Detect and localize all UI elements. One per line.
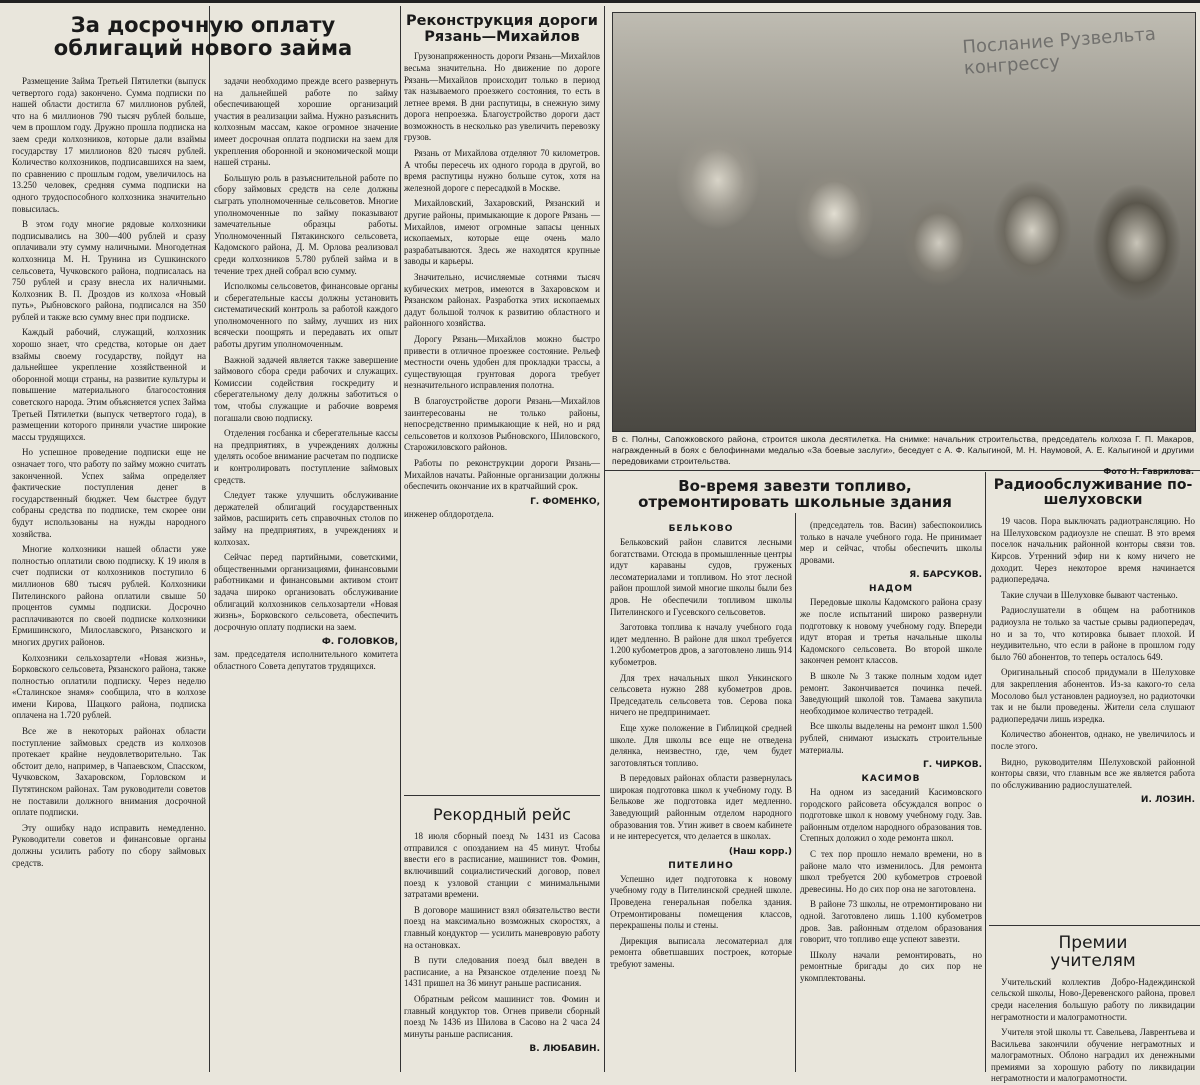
article2-column bbox=[404, 14, 600, 792]
paragraph: В районе 73 школы, не отремонтировано ни одной. Заготовлено лишь 1.100 кубометров дров. Зав. районным отделом образования говорит, что топливо еще успеют завезти. bbox=[800, 899, 982, 945]
paragraph: Еще хуже положение в Гиблицкой средней школе. Для школы все еще не отведена делянка, неизвестно, где, чем будет заготовляться топливо. bbox=[610, 722, 792, 768]
article1-column-b bbox=[214, 76, 398, 1072]
top-rule bbox=[0, 0, 1200, 3]
paragraph: (председатель тов. Васин) забеспокоились только в начале учебного года. Не принимает мер и сейчас, чтобы обеспечить школы дровами. bbox=[800, 520, 982, 565]
paragraph: Учительский коллектив Добро-Надеждинской сельской школы, Ново-Деревенского района, провел среди населения большую работу по ликвидации неграмотности и малограмотности. bbox=[991, 976, 1195, 1022]
paragraph: Для трех начальных школ Ункинского сельсовета нужно 288 кубометров дров. Председатель сельсовета тов. Серова пока ничего не предпринимает. bbox=[610, 672, 792, 718]
section-signature: Г. ЧИРКОВ. bbox=[923, 760, 982, 771]
section-rule bbox=[404, 795, 600, 796]
section-rule bbox=[989, 925, 1200, 926]
article5-signature: И. ЛОЗИН. bbox=[1140, 795, 1195, 806]
paragraph: Такие случаи в Шелуховке бывают частенько. bbox=[1001, 589, 1178, 600]
paragraph: Эту ошибку надо исправить немедленно. Руководители советов и финансовые органы должны усилить работу по сбору займовых средств. bbox=[12, 822, 206, 868]
article4-headline-box bbox=[608, 478, 982, 516]
paragraph: Заготовка топлива к началу учебного года идет медленно. В районе для школ требуется 1.200 кубометров дров, а заготовлено лишь 914 кубометров. bbox=[610, 622, 792, 667]
article1-signature: Ф. ГОЛОВКОВ, bbox=[321, 637, 398, 648]
article1-headline-box bbox=[8, 14, 398, 72]
article3-column bbox=[404, 800, 600, 1072]
paragraph: Учителя этой школы тт. Савельева, Лаврентьева и Васильева закончили обучение неграмотных и малограмотных. Облоно наградил их денежными премиями за хорошую работу по ликвидации неграмотности и малограмотности. bbox=[991, 1027, 1195, 1084]
paragraph: Передовые школы Кадомского района сразу же после испытаний широко развернули подготовку к новому учебному году. Впереди идут вторая и третья начальные школы Кадомского сельсовета. Во второй школе закончен ремонт классов. bbox=[800, 597, 982, 666]
article5-title: Радиообслуживание по-шелуховски bbox=[993, 477, 1193, 509]
section-heading-belkovo: БЕЛЬКОВО bbox=[668, 524, 734, 534]
paragraph: Все школы выделены на ремонт школ 1.500 рублей, снимают изыскать строительные материалы. bbox=[800, 721, 982, 755]
paragraph: В школе № 3 также полным ходом идет ремонт. Закончивается починка печей. Заведующий школой тов. Тамаева закупила необходимое количество тетрадей. bbox=[800, 670, 982, 716]
paragraph: Школу начали ремонтировать, но ремонтные бригады до сих пор не укомплектованы. bbox=[800, 949, 982, 983]
article1-title: За досрочную оплату облигаций нового займа bbox=[53, 13, 353, 60]
paragraph: В пути следования поезд был введен в расписание, а на Рязанское отделение поезд № 1431 пришел на 36 минут раньше расписания. bbox=[404, 955, 600, 989]
article1-column-a bbox=[12, 76, 206, 1072]
paragraph: Количество абонентов, однако, не увеличилось и после этого. bbox=[991, 729, 1195, 751]
paragraph: Колхозники сельхозартели «Новая жизнь», Борковского сельсовета, Рязанского района, также полностью оплатили подписку. Через неделю «Сталинское знамя» сообщила, что в колхозе имени Кирова, Шацкого района, подписка оплачена на 1.720 рублей. bbox=[12, 652, 206, 721]
article4-column-a bbox=[610, 520, 792, 1072]
article2-title: Реконструкция дороги Рязань—Михайлов bbox=[406, 13, 598, 45]
paragraph: В благоустройстве дороги Рязань—Михайлов заинтересованы не только районы, непосредственно примыкающие к ней, но и ряд сельсоветов и колхозов Рыбновского, Шиловского, Старожиловского районов. bbox=[404, 395, 600, 453]
paragraph: На одном из заседаний Касимовского городского райсовета обсуждался вопрос о подготовке школ к новому учебному году. Зав. районным отделом народного образования тов. Степных доложил о ходе ремонта школ. bbox=[800, 787, 982, 844]
article6-column bbox=[991, 930, 1195, 1084]
paragraph: Оригинальный способ придумали в Шелуховке для закрепления абонентов. Из-за какого-то села Мосолово был установлен радиоузел, но радиоточки так и не были проведены. Жители села слушают радиопередачи лишь изредка. bbox=[991, 667, 1195, 724]
paragraph: Большую роль в разъяснительной работе по сбору займовых средств на селе должны сыграть уполномоченные сельсоветов. Многие уполномоченные по займу показывают замечательные образцы работы. Уполномоченный Пятакинского сельсовета, Кадомского района, Д. М. Орлова реализовал среди колхозников 5.780 рублей займа и в течение трех дней собрал всю сумму. bbox=[214, 172, 398, 276]
paragraph: Следует также улучшить обслуживание держателей облигаций государственных займов, расширить сеть справочных столов по займу на предприятиях, в учреждениях и колхозах. bbox=[214, 490, 398, 547]
paragraph: В передовых районах области развернулась широкая подготовка школ к учебному году. В Белькове же подготовка идет медленно. Заведующий районным отделом народного образования тов. Утин живет в своем кабинете и не интересуется, что делается в школах. bbox=[610, 773, 792, 842]
paragraph: Радиослушатели в общем на работников радиоузла не только за частые срывы радиопередач, но и за то, что котировка бывает плохой. И неудивительно, что если в районе в прошлом году было 760 абонентов, то теперь осталось 649. bbox=[991, 605, 1195, 662]
photo-caption-box bbox=[612, 434, 1194, 476]
paragraph: Дорогу Рязань—Михайлов можно быстро привести в отличное проезжее состояние. Рельеф местности очень удобен для прокладки трассы, а существующая грунтовая дорога требует незначительного исправления полотна. bbox=[404, 333, 600, 391]
article3-title: Рекордный рейс bbox=[433, 805, 571, 824]
paragraph: Важной задачей является также завершение займового сбора среди рабочих и служащих. Комиссии содействия госкредиту и сберегательному делу должны заботиться о том, чтобы служащие и рабочие вовремя погашали свою подписку. bbox=[214, 354, 398, 423]
column-rule bbox=[209, 6, 210, 1072]
paragraph: 19 часов. Пора выключать радиотрансляцию. Но на Шелуховском радиоузле не спешат. В это время поселок начальник районной конторы связи тов. Кирсов. Утренний эфир ни к кому ничего не доходит. Через некоторое время начинается радиопередача. bbox=[991, 516, 1195, 585]
paragraph: Михайловский, Захаровский, Рязанский и другие районы, примыкающие к дороге Рязань — Михайлов, имеют огромные запасы ценных ископаемых, которые еще очень мало разрабатываются. Здесь же находятся крупные заводы и карьеры. bbox=[404, 198, 600, 267]
photo-inscription: Послание Рузвельта конгрессу bbox=[961, 23, 1157, 80]
paragraph: Грузонапряженность дороги Рязань—Михайлов весьма значительна. Но движение по дороге Рязань—Михайлов происходит только в период так называемого проезжего состояния, то есть в летнее время. В дни распутицы, в снежную зиму дорога непроезжа. Благоустройство дороги даст возможность в несколько раз увеличить перевозку грузов. bbox=[404, 51, 600, 143]
paragraph: Бельковский район славится лесными богатствами. Отсюда в промышленные центры идут караваны судов, груженых лесоматериалами и топливом. Но этот лесной район прошлой зимой многие школы были без дров. Не обеспечили топливом школы Пителинского и Гусевского сельсоветов. bbox=[610, 537, 792, 617]
paragraph: Размещение Займа Третьей Пятилетки (выпуск четвертого года) закончено. Сумма подписки по нашей области достигла 67 миллионов рублей, что на 6 миллионов 790 тысяч рублей больше, чем в прошлом году. Дружно прошла подписка на заем среди колхозников, которые дали взаймы государству 17 миллионов 820 тысяч рублей. Количество колхозников, подписавшихся на заем, по сравнению с прошлым годом, увеличилось на 13.250 человек, средняя сумма подписки на одного трудоспособного колхозника значительно повысилась. bbox=[12, 76, 206, 214]
paragraph: Рязань от Михайлова отделяют 70 километров. А чтобы пересечь их одного города в другой, во время распутицы нужно больше суток, хотя на железной дороге с пересадкой в Москве. bbox=[404, 148, 600, 193]
paragraph: Успешно идет подготовка к новому учебному году в Пителинской средней школе. Проведена генеральная побелка здания. Отремонтированы помещения классов, перекрашены полы и стены. bbox=[610, 873, 792, 931]
article1-signature-role: зам. председателя исполнительного комитета областного Совета депутатов трудящихся. bbox=[214, 649, 398, 671]
photo-school-construction bbox=[612, 12, 1196, 432]
paragraph: 18 июля сборный поезд № 1431 из Сасова отправился с опозданием на 45 минут. Чтобы ввести его в расписание, машинист тов. Фомин, включивший социалистический договор, повел поезд к узловой станции с минимальными затратами времени. bbox=[404, 831, 600, 900]
paragraph: В этом году многие рядовые колхозники подписывались на 300—400 рублей и сразу оплачивали эту сумму наличными. Многодетная колхозница М. Н. Трунина из Сушкинского сельсовета, Чучковского района, подписалась на 750 рублей и сразу внесла их наличными. Колхозник В. П. Дроздов из колхоза «Новый путь», Рыбновского района, подписался на 350 рублей и также всю сумму внес при подписке. bbox=[12, 219, 206, 322]
paragraph: Работы по реконструкции дороги Рязань—Михайлов начаты. Районные организации должны обеспечить окончание их в кратчайший срок. bbox=[404, 457, 600, 492]
paragraph: Сейчас перед партийными, советскими, общественными организациями, финансовыми работниками и финансовыми активом стоит задача широко организовать обслуживание облигаций колхозников сельхозартели «Новая жизнь», Борковского сельсовета, обеспечить досрочную оплату подписки на заем. bbox=[214, 552, 398, 632]
column-rule bbox=[604, 6, 605, 1072]
section-signature: Я. БАРСУКОВ. bbox=[909, 570, 982, 581]
paragraph: Каждый рабочий, служащий, колхозник хорошо знает, что средства, которые он дает взаймы своему государству, пойдут на дальнейшее укрепление хозяйственной и оборонной мощи страны, на развитие культуры и повышение материального благосостояния советского народа. Этим объясняется успех Займа Третьей Пятилетки (выпуск четвертого года), в размещении которого приняли участие широкие массы трудящихся. bbox=[12, 327, 206, 442]
paragraph: Обратным рейсом машинист тов. Фомин и главный кондуктор тов. Огнев привели сборный поезд № 1436 из Шилова в Сасово на 2 часа 24 минуты раньше расписания. bbox=[404, 993, 600, 1039]
article6-title: Премии учителям bbox=[1050, 933, 1136, 972]
column-rule bbox=[985, 472, 986, 1072]
section-heading-kasimov: КАСИМОВ bbox=[861, 774, 921, 785]
photo-credit: Фото Н. Гаврилова. bbox=[1103, 467, 1194, 476]
paragraph: Отделения госбанка и сберегательные кассы на предприятиях, в учреждениях должны уделять особое внимание расчетам по подписке и контролировать поступление займовых средств. bbox=[214, 428, 398, 485]
paragraph: Исполкомы сельсоветов, финансовые органы и сберегательные кассы должны установить систематический контроль за работой каждого уполномоченного по займу, лучших из них всячески поощрять и передавать их опыт работы другим уполномоченным. bbox=[214, 281, 398, 350]
column-rule bbox=[400, 6, 401, 1072]
paragraph: Многие колхозники нашей области уже полностью оплатили свою подписку. К 19 июля в счет подписки от колхозников поступило 6 миллионов 680 тысяч рублей. Колхозники Пителинского района оплатили свыше 50 процентов суммы подписки. Досрочно расплачиваются по своей подписке колхозники Ермишинского, Милославского, Рязанского и многих других районов. bbox=[12, 544, 206, 647]
section-signature: (Наш корр.) bbox=[728, 846, 792, 857]
paragraph: Значительно, исчисляемые сотнями тысяч кубических метров, имеются в Захаровском и Рязанском районах. Разработка этих ископаемых дадут большой толчок к развитию областного и районного хозяйства. bbox=[404, 272, 600, 329]
article3-signature: В. ЛЮБАВИН. bbox=[529, 1044, 600, 1055]
paragraph: Все же в некоторых районах области поступление займовых средств из колхозов протекает крайне неудовлетворительно. Так обстоит дело, например, в Чапаевском, Спасском, Чучковском, Захаровском, Горловском и Путятинском районах. Там руководители советов не поставили должного внимания досрочной оплате подписки. bbox=[12, 726, 206, 818]
section-heading-pitelino: ПИТЕЛИНО bbox=[668, 860, 734, 871]
article2-signature-role: инженер облдоротдела. bbox=[404, 508, 494, 519]
paragraph: Дирекция выписала лесоматериал для ремонта обветшавших построек, которые требуют замены. bbox=[610, 935, 792, 969]
column-rule bbox=[795, 513, 796, 1072]
paragraph: В договоре машинист взял обязательство вести поезд на максимально возможных скоростях, а главный кондуктор — усилить маневровую работу на остановках. bbox=[404, 904, 600, 950]
photo-caption: В с. Полны, Сапожковского района, строится школа десятилетка. На снимке: начальник строительства, председатель колхоза Г. П. Макаров, награжденный в боях с белофиннами медалью «За боевые заслуги», беседует с А. Ф. Калыгиной, М. Н. Наумовой, А. Е. Калыгиной и другими передовиками строительства. bbox=[612, 434, 1194, 466]
paragraph: Видно, руководителям Шелуховской районной конторы связи, что главным все же является работа по обслуживанию радиослушателей. bbox=[991, 756, 1195, 790]
section-heading-kadom: НАДОМ bbox=[868, 584, 914, 595]
paragraph: Но успешное проведение подписки еще не означает того, что работу по займу можно считать законченной. Успех займа определяет фактические поступления денег в государственный бюджет. Чем быстрее будут собраны средства по подписке, тем скорее они будут использованы на нужды народного хозяйства. bbox=[12, 447, 206, 539]
article5-column bbox=[991, 478, 1195, 922]
paragraph: С тех пор прошло немало времени, но в районе мало что изменилось. Для ремонта школ требуется 200 кубометров строевой древесины. Но до сих пор она не заготовлена. bbox=[800, 849, 982, 894]
article2-signature: Г. ФОМЕНКО, bbox=[530, 496, 600, 507]
article4-title: Во-время завезти топливо, отремонтировать школьные здания bbox=[638, 477, 952, 512]
paragraph: задачи необходимо прежде всего развернуть на дальнейшей работе по займу обеспечивающей хорошие организаций участия в реализации займа. Нужно разъяснить колхозным массам, какое огромное значение имеет досрочная оплата подписки на заем для укрепления оборонной и экономической мощи нашей страны. bbox=[214, 76, 398, 168]
article4-column-b bbox=[800, 520, 982, 1072]
